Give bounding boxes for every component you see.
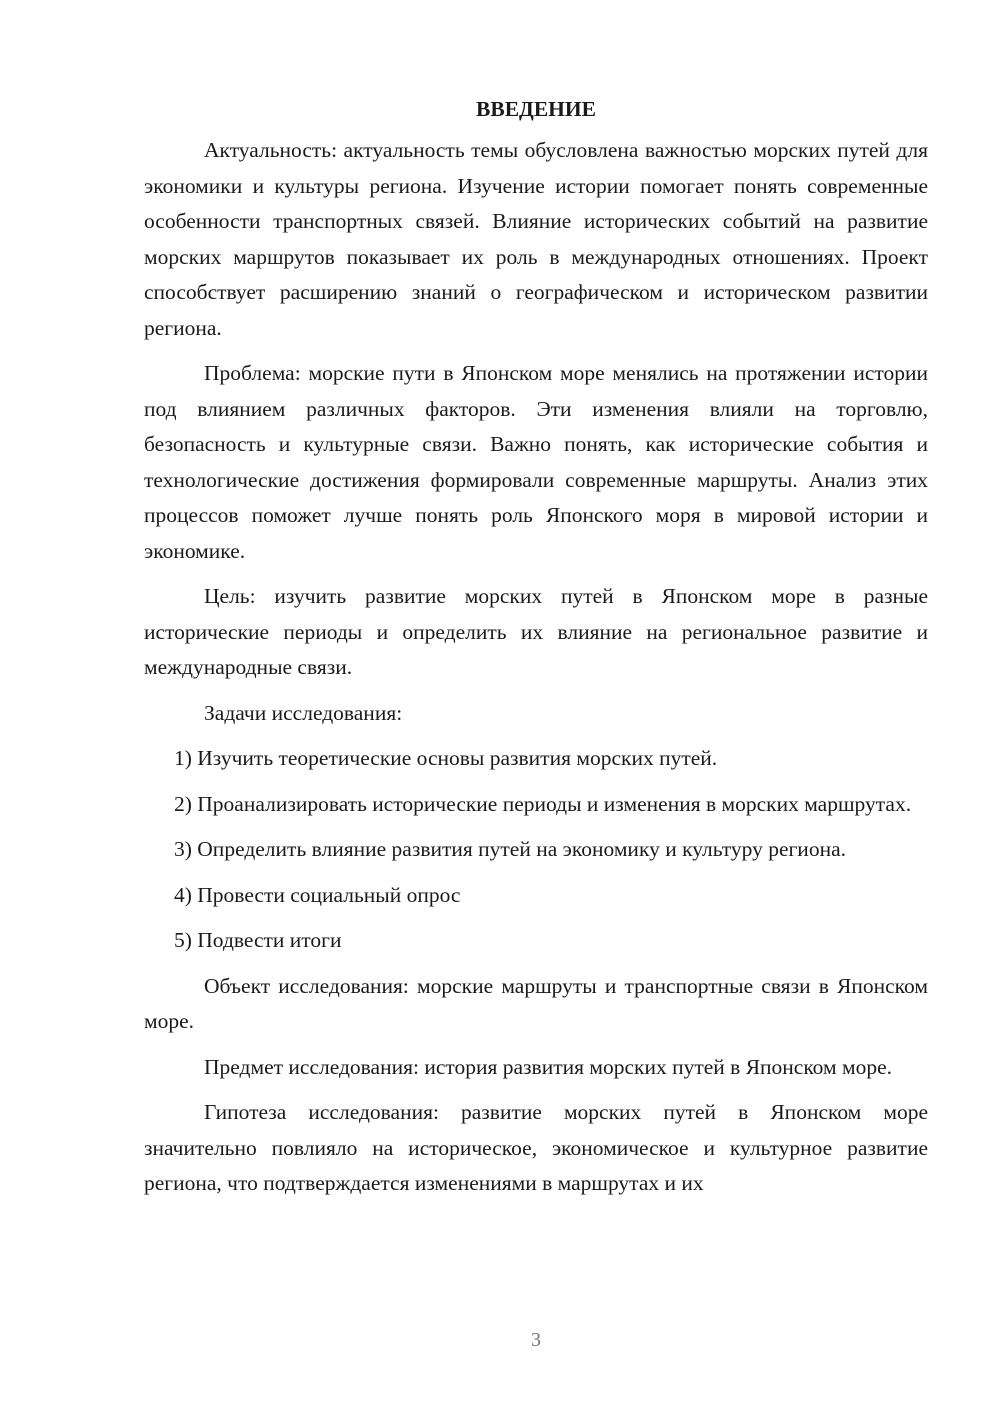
page-number: 3: [531, 1329, 541, 1351]
subject-paragraph: Предмет исследования: история развития морских путей в Японском море.: [204, 1054, 893, 1079]
goal-paragraph: Цель: изучить развитие морских путей в Японском море в разные исторические периоды и определить их влияние на региональное развитие и международные связи.: [144, 584, 928, 679]
list-item: 1) Изучить теоретические основы развития морских путей.: [174, 746, 718, 770]
object-paragraph: Объект исследования: морские маршруты и транспортные связи в Японском море.: [144, 973, 928, 1033]
tasks-list: [144, 741, 928, 959]
list-item: 4) Провести социальный опрос: [174, 882, 461, 907]
document-page: [144, 92, 928, 1212]
list-item: 3) Определить влияние развития путей на экономику и культуру региона.: [174, 837, 846, 861]
problem-paragraph: Проблема: морские пути в Японском море менялись на протяжении истории под влиянием различных факторов. Эти изменения влияли на торговлю, безопасность и культурные связи. Важно понять, как исторические события и технологические достижения формировали современные маршруты. Анализ этих процессов поможет лучше понять роль Японского моря в мировой истории и экономике.: [144, 361, 928, 563]
tasks-heading: Задачи исследования:: [204, 700, 403, 725]
relevance-paragraph: Актуальность: актуальность темы обусловлена важностью морских путей для экономики и культуры региона. Изучение истории помогает понять современные особенности транспортных связей. Влияние исторических событий на развитие морских маршрутов показывает их роль в международных отношениях. Проект способствует расширению знаний о географическом и историческом развитии региона.: [144, 138, 928, 340]
page-title: ВВЕДЕНИЕ: [476, 97, 596, 121]
list-item: 5) Подвести итоги: [174, 928, 342, 952]
list-item: 2) Проанализировать исторические периоды и изменения в морских маршрутах.: [174, 791, 912, 816]
hypothesis-paragraph: Гипотеза исследования: развитие морских путей в Японском море значительно повлияло на историческое, экономическое и культурное развитие региона, что подтверждается изменениями в маршрутах и их: [144, 1100, 928, 1195]
